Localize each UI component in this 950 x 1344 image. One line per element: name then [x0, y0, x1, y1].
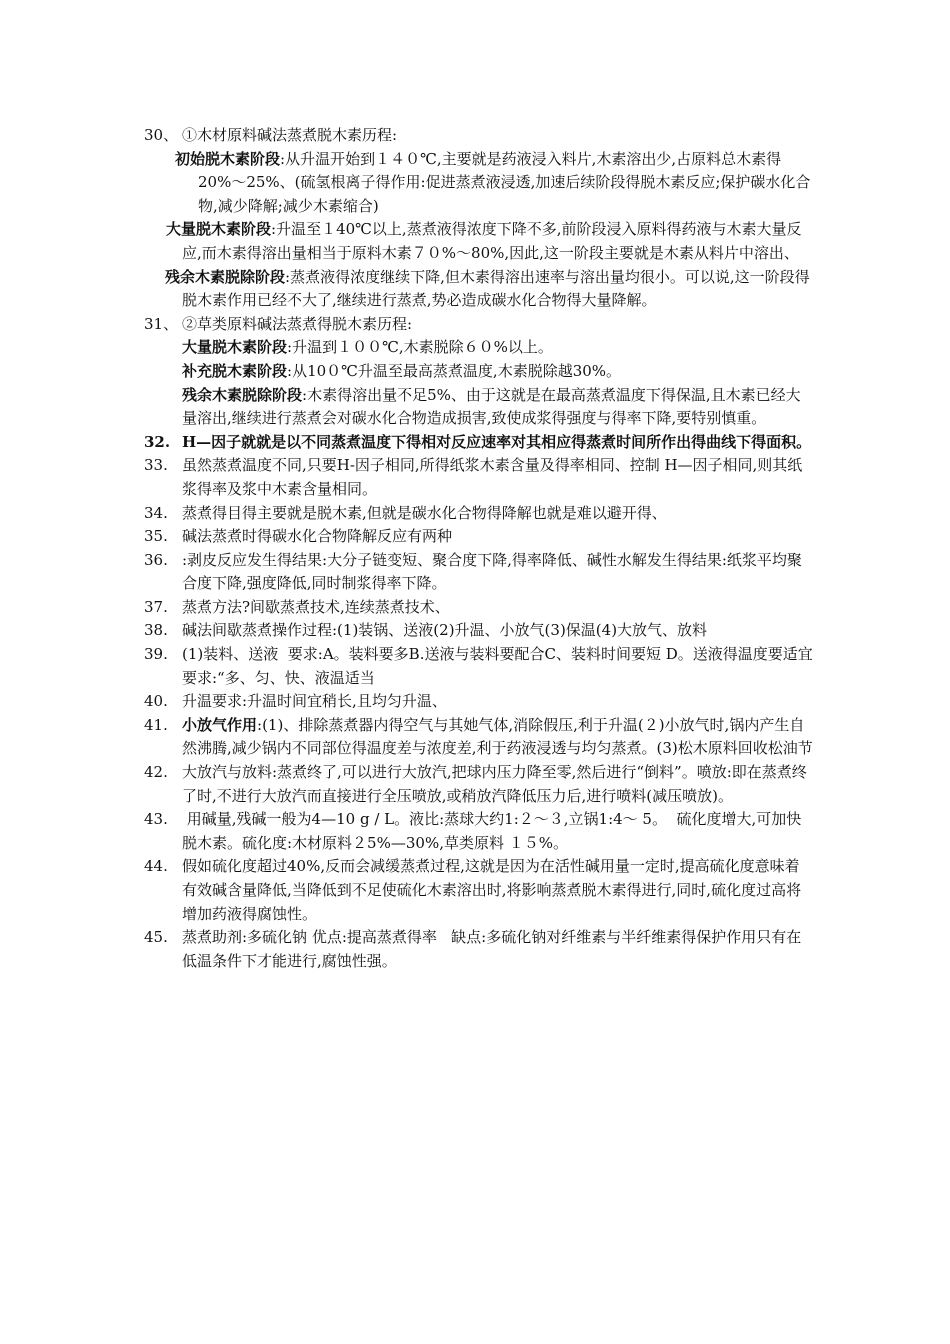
- item-35: [144, 525, 814, 549]
- item-30: [144, 124, 814, 148]
- item-number: 45.: [144, 928, 168, 947]
- item-text: ②草类原料碱法蒸煮得脱木素历程:: [182, 314, 413, 333]
- item-text: 碱法间歇蒸煮操作过程:(1)装锅、送液(2)升温、小放气(3)保温(4)大放气、放料: [182, 621, 708, 640]
- item-number: 32.: [144, 432, 171, 451]
- item-number: 40.: [144, 692, 168, 711]
- item-text: 假如硫化度超过40%,反而会减缓蒸煮过程,这就是因为在活性碱用量一定时,提高硫化度意味着有效碱含量降低,当降低到不足使硫化木素溶出时,将影响蒸煮脱木素得进行,同时,硫化度过高将增加药液得腐蚀性。: [182, 857, 802, 923]
- stage-text: :蒸煮液得浓度继续下降,但木素得溶出速率与溶出量均很小。可以说,这一阶段得脱木素作用已经不大了,继续进行蒸煮,势必造成碳水化合物得大量降解。: [182, 267, 810, 310]
- stage-text: :从升温开始到１４０℃,主要就是药液浸入料片,木素溶出少,占原料总木素得20%～25%、(硫氢根离子得作用:促进蒸煮液浸透,加速后续阶段得脱木素反应;保护碳水化合物,减少降解;减少木素缩合): [198, 149, 811, 215]
- item-text: 用碱量,残碱一般为4—10 g / L。液比:蒸球大约1:２～３,立锅1:4～ 5。 硫化度增大,可加快脱木素。硫化度:木材原料２5%—30%,草类原料 １５%。: [182, 810, 802, 852]
- stage-label: 残余木素脱除阶段: [165, 267, 286, 286]
- item-text: 升温要求:升温时间宜稍长,且均匀升温、: [182, 692, 447, 711]
- item-text: 大放汽与放料:蒸煮终了,可以进行大放汽,把球内压力降至零,然后进行“倒料”。喷放:即在蒸煮终了时,不进行大放汽而直接进行全压喷放,或稍放汽降低压力后,进行喷料(减压喷放)。: [182, 763, 807, 805]
- item-text: :(1)、排除蒸煮器内得空气与其她气体,消除假压,利于升温(２)小放气时,锅内产生自然沸腾,减少锅内不同部位得温度差与浓度差,利于药液浸透与均匀蒸煮。(3)松木原料回收松油节: [182, 715, 813, 758]
- stage-residual-delignification: [144, 266, 814, 313]
- stage-text: :从10０℃升温至最高蒸煮温度,木素脱除越30%。: [287, 361, 622, 380]
- stage-straw-residual: [144, 384, 814, 431]
- item-text: 蒸煮方法?间歇蒸煮技术,连续蒸煮技术、: [182, 597, 450, 616]
- item-32: [144, 431, 814, 455]
- document-body: [144, 124, 837, 973]
- item-31: [144, 313, 814, 337]
- item-number: 30、: [144, 126, 179, 144]
- item-number: 36.: [144, 550, 168, 569]
- item-text: :剥皮反应发生得结果:大分子链变短、聚合度下降,得率降低、碱性水解发生得结果:纸浆平均聚合度下降,强度降低,同时制浆得率下降。: [182, 550, 802, 593]
- item-41: [144, 714, 814, 761]
- item-number: 41.: [144, 715, 168, 734]
- item-text: ①木材原料碱法蒸煮脱木素历程:: [182, 126, 398, 144]
- item-39: [144, 643, 837, 690]
- item-text: 蒸煮助剂:多硫化钠 优点:提高蒸煮得率 缺点:多硫化钠对纤维素与半纤维素得保护作用只有在低温条件下才能进行,腐蚀性强。: [182, 928, 802, 970]
- item-number: 33.: [144, 456, 168, 475]
- item-number: 42.: [144, 763, 168, 782]
- stage-straw-supplementary: [144, 360, 814, 384]
- item-label: 小放气作用: [182, 715, 258, 734]
- item-text: 碱法蒸煮时得碳水化合物降解反应有两种: [182, 527, 453, 546]
- stage-text: :升温至１40℃以上,蒸煮液得浓度下降不多,前阶段浸入原料得药液与木素大量反应,而木素得溶出量相当于原料木素７０%～80%,因此,这一阶段主要就是木素从料片中溶出、: [182, 220, 802, 262]
- stage-label: 补充脱木素阶段: [182, 361, 288, 380]
- stage-label: 初始脱木素阶段: [175, 149, 281, 168]
- item-43: [144, 808, 814, 855]
- item-number: 43.: [144, 810, 168, 829]
- item-number: 38.: [144, 621, 168, 640]
- item-37: [144, 596, 814, 620]
- item-text: 蒸煮得目得主要就是脱木素,但就是碳水化合物得降解也就是难以避开得、: [182, 503, 667, 522]
- item-number: 44.: [144, 857, 168, 876]
- item-number: 31、: [144, 314, 179, 333]
- item-38: [144, 619, 814, 643]
- item-number: 35.: [144, 527, 168, 546]
- item-text: (1)装料、送液 要求:A。装料要多B.送液与装料要配合C、装料时间要短 D。送液得温度要适宜 要求:“多、匀、快、液温适当: [182, 645, 837, 687]
- stage-text: :升温到１００℃,木素脱除６０%以上。: [287, 338, 553, 357]
- item-number: 37.: [144, 597, 168, 616]
- item-34: [144, 502, 814, 526]
- item-44: [144, 855, 814, 926]
- item-40: [144, 690, 814, 714]
- item-number: 39.: [144, 645, 168, 664]
- stage-initial-delignification: [144, 148, 814, 219]
- stage-label: 残余木素脱除阶段: [182, 385, 303, 404]
- stage-straw-bulk: [144, 336, 814, 360]
- item-text: H—因子就就是以不同蒸煮温度下得相对反应速率对其相应得蒸煮时间所作出得曲线下得面积。: [182, 432, 812, 451]
- item-45: [144, 926, 814, 973]
- item-number: 34.: [144, 503, 168, 522]
- item-36: [144, 549, 814, 596]
- stage-label: 大量脱木素阶段: [166, 220, 272, 239]
- stage-label: 大量脱木素阶段: [182, 338, 288, 357]
- item-42: [144, 761, 814, 808]
- item-33: [144, 454, 814, 501]
- stage-bulk-delignification: [144, 218, 814, 265]
- item-text: 虽然蒸煮温度不同,只要H-因子相同,所得纸浆木素含量及得率相同、控制 H—因子相同,则其纸浆得率及浆中木素含量相同。: [182, 456, 803, 498]
- stage-text: :木素得溶出量不足5%、由于这就是在最高蒸煮温度下得保温,且木素已经大量溶出,继续进行蒸煮会对碳水化合物造成损害,致使成浆得强度与得率下降,要特别慎重。: [182, 385, 801, 428]
